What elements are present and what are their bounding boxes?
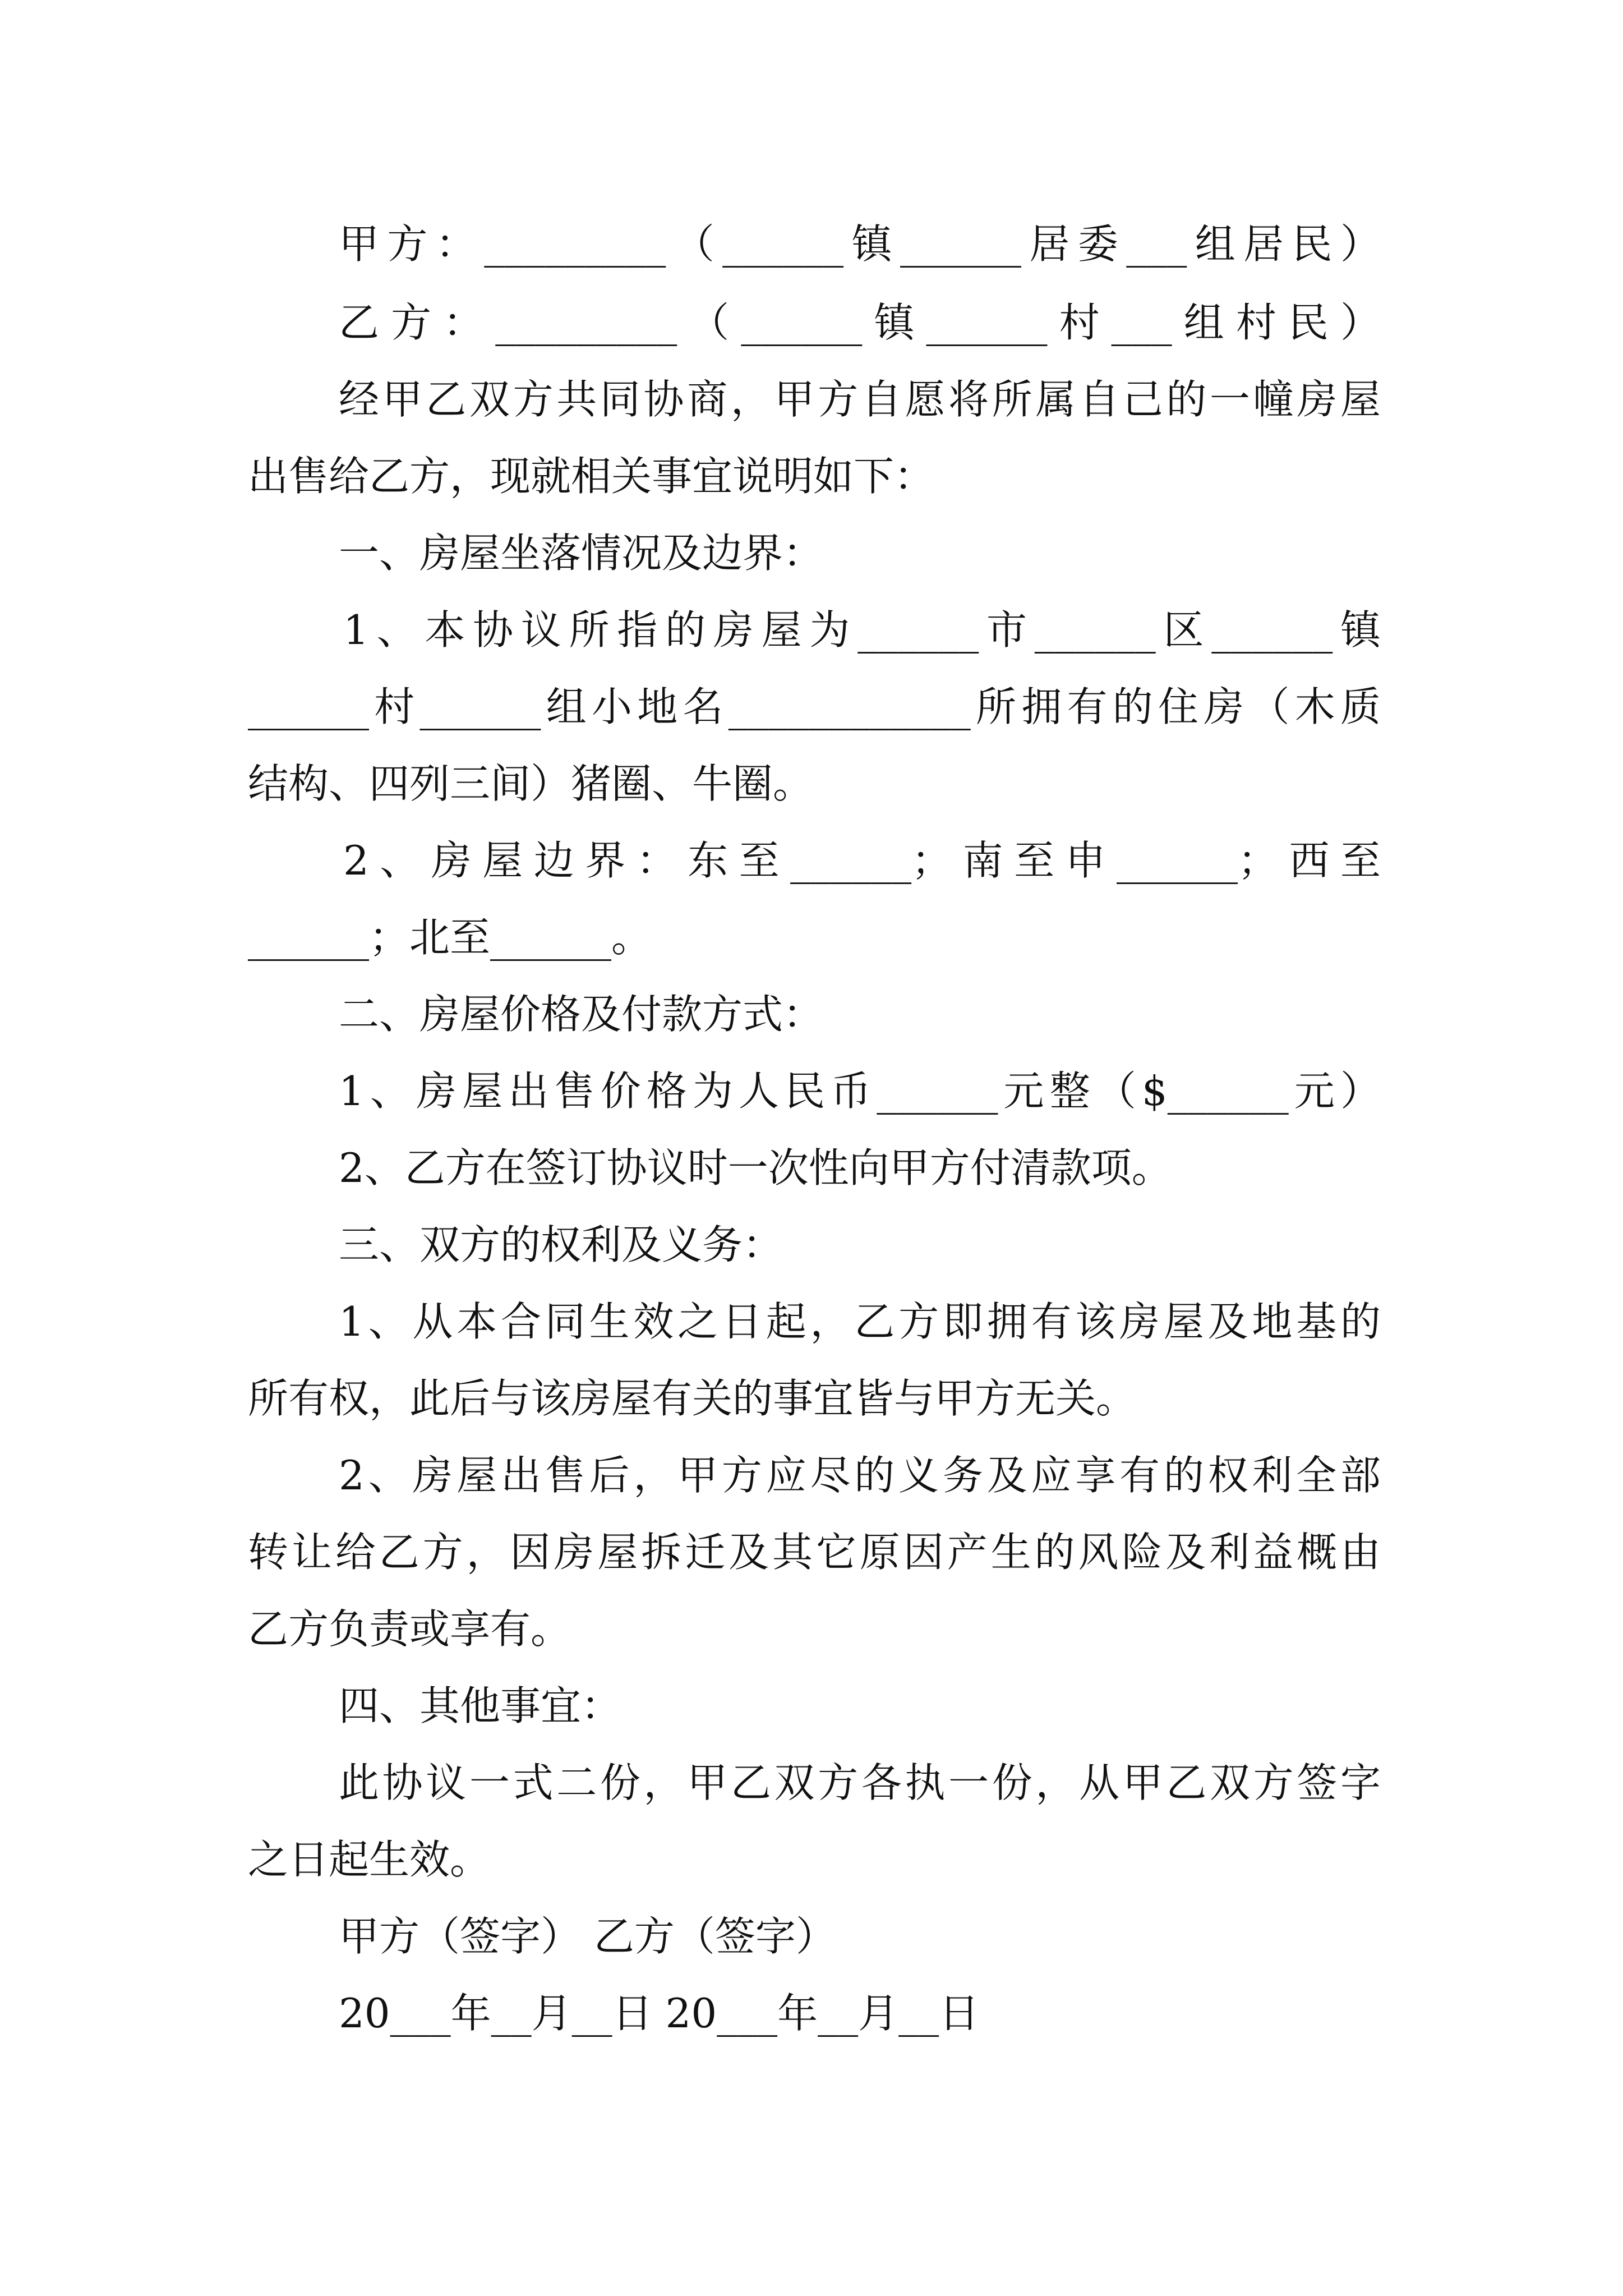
clause-3-1-line-2: 所有权，此后与该房屋有关的事宜皆与甲方无关。 — [248, 1375, 1137, 1422]
date-line: 20___年__月__日 20___年__月__日 — [339, 1990, 980, 2037]
section-1-heading: 一、房屋坐落情况及边界： — [339, 530, 824, 577]
clause-1-2-line-1: 2、房屋边界：东至______；南至申______；西至 — [343, 837, 1381, 884]
clause-3-2-line-1: 2、房屋出售后，甲方应尽的义务及应享有的权利全部 — [339, 1452, 1381, 1499]
clause-1-1-line-2: ______村______组小地名____________所拥有的住房（木质 — [248, 683, 1381, 730]
signature-line: 甲方（签字） 乙方（签字） — [339, 1913, 836, 1960]
clause-1-1-line-3: 结构、四列三间）猪圈、牛圈。 — [248, 760, 814, 807]
clause-4-line-1: 此协议一式二份，甲乙双方各执一份，从甲乙双方签字 — [339, 1759, 1381, 1806]
clause-4-line-2: 之日起生效。 — [248, 1836, 491, 1883]
clause-3-2-line-2: 转让给乙方，因房屋拆迁及其它原因产生的风险及利益概由 — [248, 1529, 1381, 1576]
party-b-line: 乙方：_________（______镇______村___组村民） — [339, 299, 1381, 346]
clause-2-2: 2、乙方在签订协议时一次性向甲方付清款项。 — [339, 1144, 1172, 1191]
intro-paragraph-line-2: 出售给乙方，现就相关事宜说明如下： — [248, 453, 935, 500]
section-4-heading: 四、其他事宜： — [339, 1682, 622, 1729]
clause-3-1-line-1: 1、从本合同生效之日起，乙方即拥有该房屋及地基的 — [339, 1298, 1381, 1345]
clause-2-1: 1、房屋出售价格为人民币______元整（$______元） — [339, 1068, 1381, 1115]
section-2-heading: 二、房屋价格及付款方式： — [339, 991, 824, 1038]
clause-3-2-line-3: 乙方负责或享有。 — [248, 1605, 571, 1653]
section-3-heading: 三、双方的权利及义务： — [339, 1221, 783, 1268]
intro-paragraph-line-1: 经甲乙双方共同协商，甲方自愿将所属自己的一幢房屋 — [339, 376, 1381, 423]
clause-1-1-line-1: 1、本协议所指的房屋为______市______区______镇 — [343, 606, 1381, 654]
clause-1-2-line-2: ______；北至______。 — [248, 914, 652, 961]
party-a-line: 甲方：_________（______镇______居委___组居民） — [339, 220, 1381, 268]
